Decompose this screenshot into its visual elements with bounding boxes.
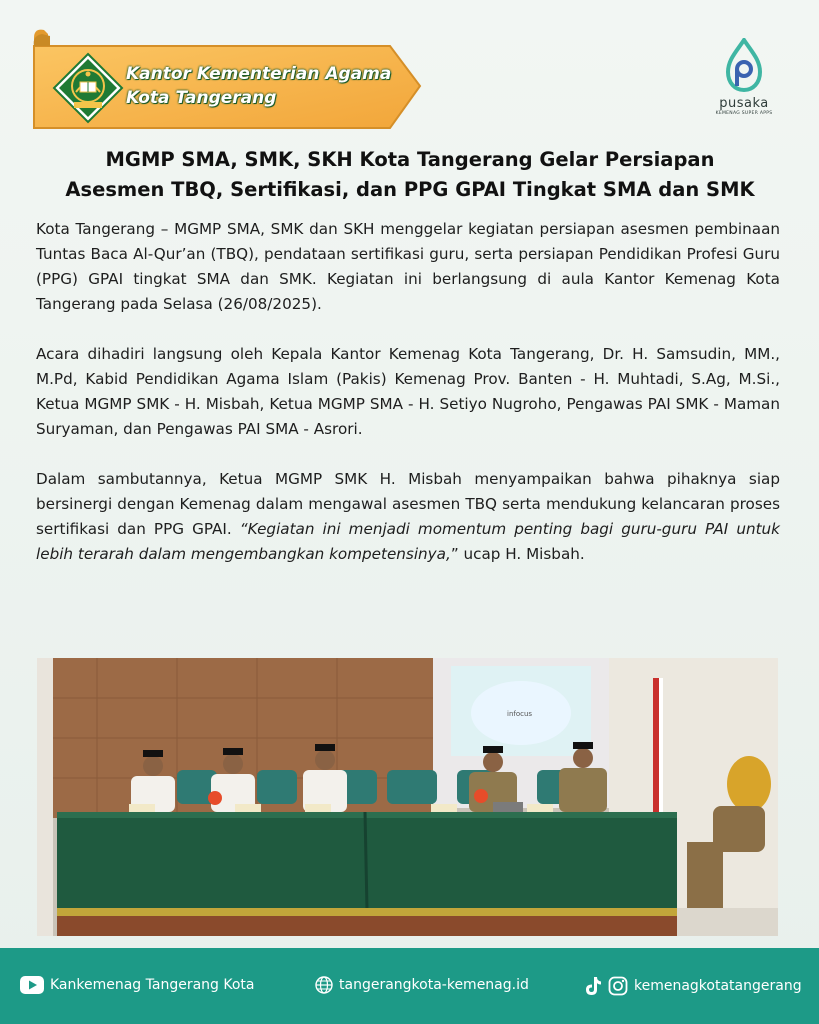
projector-label: infocus	[507, 710, 533, 718]
youtube-link[interactable]	[20, 976, 255, 994]
article-headline	[30, 145, 790, 205]
event-photo	[37, 658, 778, 936]
pusaka-tagline: KEMENAG SUPER APPS	[715, 111, 773, 116]
social-link[interactable]	[584, 976, 802, 996]
paragraph-3-tail: ” ucap H. Misbah.	[450, 545, 585, 563]
pusaka-wordmark: pusaka	[719, 96, 769, 111]
paragraph-2: Acara dihadiri langsung oleh Kepala Kantor Kemenag Kota Tangerang, Dr. H. Samsudin, MM., M.Pd, Kabid Pendidikan Agama Islam (Pakis) Kemenag Prov. Banten - H. Muhtadi, S.Ag, M.Si., Ketua MGMP SMK - H. Misbah, Ketua MGMP SMA - H. Setiyo Nugroho, Pengawas PAI SMK - Maman Suryaman, dan Pengawas PAI SMA - Asrori.	[36, 345, 780, 438]
headline-line2: Asesmen TBQ, Sertifikasi, dan PPG GPAI Tingkat SMA dan SMK	[65, 178, 755, 201]
paragraph-1: Kota Tangerang – MGMP SMA, SMK dan SKH menggelar kegiatan persiapan asesmen pembinaan Tuntas Baca Al-Qur’an (TBQ), pendataan sertifikasi guru, serta persiapan Pendidikan Profesi Guru (PPG) GPAI tingkat SMA dan SMK. Kegiatan ini berlangsung di aula Kantor Kemenag Kota Tangerang pada Selasa (26/08/2025).	[36, 220, 780, 313]
tiktok-icon	[584, 976, 602, 996]
pusaka-brand	[708, 38, 780, 120]
paragraph-3-lead: Dalam sambutannya, Ketua MGMP SMK H. Misbah menyampaikan bahwa pihaknya siap bersinergi dengan Kemenag dalam mengawal asesmen TBQ serta mendukung kelancaran proses sertifikasi dan PPG GPAI.	[36, 470, 780, 538]
quote-text: “Kegiatan ini menjadi momentum penting bagi guru-guru PAI untuk lebih terarah dalam mengembangkan kompetensinya,	[36, 520, 780, 563]
instagram-icon	[608, 976, 628, 996]
footer-bar	[0, 948, 819, 1024]
org-name-line2: Kota Tangerang	[126, 88, 277, 108]
pusaka-logo-icon	[724, 38, 764, 94]
website-link[interactable]	[315, 976, 529, 994]
org-name-line1: Kantor Kementerian Agama	[126, 64, 392, 84]
paragraph-3	[36, 467, 780, 567]
headline-line1: MGMP SMA, SMK, SKH Kota Tangerang Gelar Persiapan	[105, 148, 715, 171]
social-label: kemenagkotatangerang	[634, 978, 802, 994]
youtube-label: Kankemenag Tangerang Kota	[50, 977, 255, 993]
website-label: tangerangkota-kemenag.id	[339, 977, 529, 993]
kemenag-emblem-icon	[52, 52, 124, 124]
youtube-icon	[20, 976, 44, 994]
globe-icon	[315, 976, 333, 994]
article-body	[36, 217, 780, 592]
